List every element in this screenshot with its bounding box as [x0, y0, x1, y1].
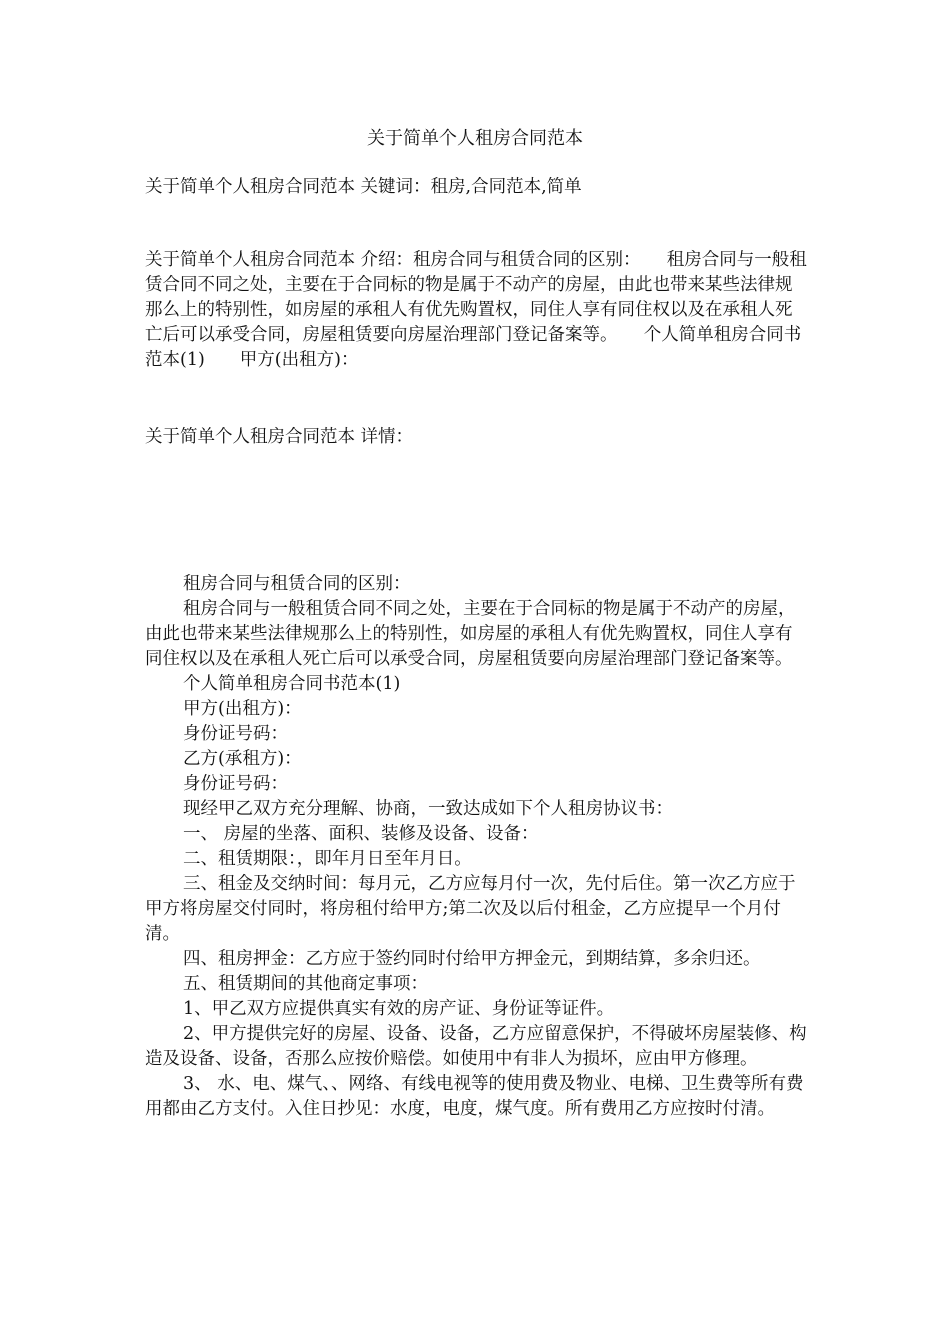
body-paragraph: 身份证号码：: [183, 774, 288, 794]
body-paragraph: 2、甲方提供完好的房屋、设备、设备，乙方应留意保护，不得破坏房屋装修、构造及设备、设备，否那么应按价赔偿。如使用中有非人为损坏，应由甲方修理。: [145, 1024, 807, 1069]
body-paragraph: 个人简单租房合同书范本(1): [183, 674, 401, 694]
keywords-line: 关于简单个人租房合同范本 关键词：租房,合同范本,简单: [145, 177, 582, 197]
document-title: 关于简单个人租房合同范本: [367, 128, 583, 149]
details-label: 关于简单个人租房合同范本 详情：: [145, 427, 414, 447]
body-paragraph: 乙方(承租方)：: [183, 749, 302, 769]
body-paragraph: 租房合同与租赁合同的区别：: [183, 574, 411, 594]
body-paragraph: 1、甲乙双方应提供真实有效的房产证、身份证等证件。: [183, 999, 615, 1019]
body-paragraph: 二、租赁期限：，即年月日至年月日。: [183, 849, 472, 869]
body-paragraph: 3、 水、电、煤气、、网络、有线电视等的使用费及物业、电梯、卫生费等所有费用都由乙方支付。入住日抄见：水度，电度，煤气度。所有费用乙方应按时付清。: [145, 1074, 804, 1119]
body-paragraph: 甲方(出租方)：: [183, 699, 302, 719]
body-paragraph: 租房合同与一般租赁合同不同之处，主要在于合同标的物是属于不动产的房屋，由此也带来某些法律规那么上的特别性，如房屋的承租人有优先购置权，同住人享有同住权以及在承租人死亡后可以承受合同，房屋租赁要向房屋治理部门登记备案等。: [145, 599, 796, 669]
body-paragraph: 四、租房押金：乙方应于签约同时付给甲方押金元，到期结算，多余归还。: [183, 949, 761, 969]
body-paragraph: 三、租金及交纳时间：每月元，乙方应每月付一次，先付后住。第一次乙方应于甲方将房屋交付同时，将房租付给甲方;第二次及以后付租金，乙方应提早一个月付清。: [145, 874, 796, 944]
body-paragraph: 现经甲乙双方充分理解、协商，一致达成如下个人租房协议书：: [183, 799, 673, 819]
body-paragraph: 身份证号码：: [183, 724, 288, 744]
body-paragraph: 一、 房屋的坐落、面积、装修及设备、设备：: [183, 824, 539, 844]
contract-body: [145, 572, 807, 1122]
body-paragraph: 五、租赁期间的其他商定事项：: [183, 974, 428, 994]
intro-paragraph: 关于简单个人租房合同范本 介绍：租房合同与租赁合同的区别： 租房合同与一般租赁合同不同之处，主要在于合同标的物是属于不动产的房屋，由此也带来某些法律规那么上的特别性，如房屋的承租人有优先购置权，同住人享有同住权以及在承租人死亡后可以承受合同，房屋租赁要向房屋治理部门登记备案等。 个人简单租房合同书范本(1) 甲方(出租方)：: [145, 250, 807, 370]
